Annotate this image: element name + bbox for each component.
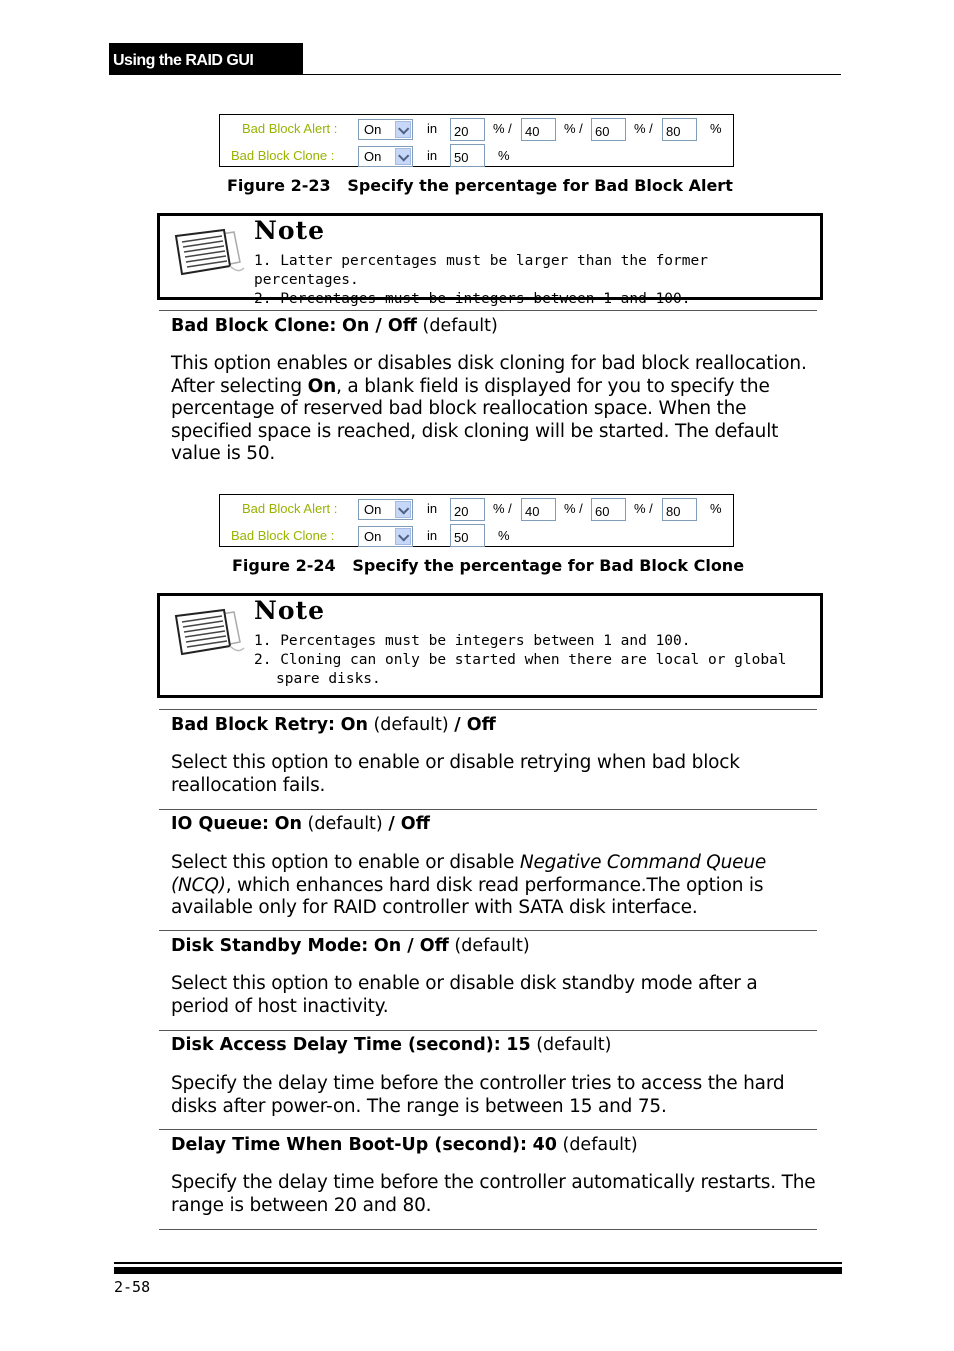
percent-separator: % /: [634, 121, 653, 136]
notepad-icon: [168, 224, 248, 284]
in-label: in: [427, 501, 438, 516]
section-divider: [159, 709, 817, 710]
option-heading-disk-access-delay: Disk Access Delay Time (second): 15 (default): [171, 1035, 612, 1055]
section-header-tab: Using the RAID GUI: [109, 43, 303, 75]
percent-label: %: [710, 121, 722, 136]
chevron-down-icon: [395, 121, 411, 138]
option-heading-io-queue: IO Queue: On (default) / Off: [171, 814, 430, 834]
option-description-disk-standby: Select this option to enable or disable disk standby mode after a period of host inactivity.: [171, 973, 758, 1017]
footer-rule-thin: [114, 1262, 842, 1264]
note-title: Note: [254, 596, 325, 625]
figure-caption-2-24: Figure 2-24 Specify the percentage for Bad Block Clone: [232, 556, 745, 575]
in-label: in: [427, 528, 438, 543]
bad-block-clone-label: Bad Block Clone :: [231, 148, 335, 163]
alert-threshold-1-input[interactable]: 20: [450, 498, 485, 521]
bad-block-alert-label: Bad Block Alert :: [242, 121, 338, 136]
bad-block-settings-panel-2: [219, 494, 734, 547]
clone-threshold-input[interactable]: 50: [450, 524, 485, 547]
page-number: 2-58: [114, 1278, 151, 1296]
chevron-down-icon: [395, 501, 411, 518]
option-description-disk-access-delay: Specify the delay time before the controller tries to access the hard disks after power-on. The range is between 15 and 75.: [171, 1073, 785, 1117]
option-description-bad-block-retry: Select this option to enable or disable retrying when bad block reallocation fails.: [171, 752, 740, 796]
bad-block-clone-select[interactable]: On: [358, 146, 413, 167]
note-box-1: [157, 213, 823, 307]
in-label: in: [427, 121, 438, 136]
chevron-down-icon: [395, 528, 411, 545]
bad-block-settings-panel-1: [219, 114, 734, 167]
option-description-bad-block-clone: This option enables or disables disk cloning for bad block reallocation. After selecting On, a blank field is displayed for you to specify the percentage of reserved bad block reallocation space. When the specified space is reached, disk cloning will be started. The default value is 50.: [171, 353, 807, 464]
percent-separator: % /: [564, 121, 583, 136]
option-heading-bad-block-retry: Bad Block Retry: On (default) / Off: [171, 715, 496, 735]
note-item: 1. Percentages must be integers between 1 and 100.: [254, 633, 691, 649]
note-title: Note: [254, 216, 325, 245]
in-label: in: [427, 148, 438, 163]
note-list: [254, 252, 820, 309]
percent-separator: % /: [634, 501, 653, 516]
note-item: 2. Cloning can only be started when there are local or global spare disks.: [254, 652, 787, 687]
percent-label: %: [710, 501, 722, 516]
section-divider: [159, 1229, 817, 1230]
percent-separator: % /: [564, 501, 583, 516]
bad-block-alert-select[interactable]: On: [358, 499, 413, 520]
percent-separator: % /: [493, 501, 512, 516]
alert-threshold-4-input[interactable]: 80: [662, 118, 697, 141]
option-heading-disk-standby: Disk Standby Mode: On / Off (default): [171, 936, 530, 956]
section-divider: [159, 310, 817, 311]
percent-separator: % /: [493, 121, 512, 136]
clone-threshold-input[interactable]: 50: [450, 144, 485, 167]
header-rule: [109, 74, 841, 75]
option-description-io-queue: Select this option to enable or disable Negative Command Queue (NCQ), which enhances hard disk read performance.The option is available only for RAID controller with SATA disk interface.: [171, 852, 767, 918]
note-list: [254, 632, 814, 689]
alert-threshold-1-input[interactable]: 20: [450, 118, 485, 141]
alert-threshold-2-input[interactable]: 40: [521, 498, 556, 521]
bad-block-clone-select[interactable]: On: [358, 526, 413, 547]
footer-rule-thick: [114, 1267, 842, 1274]
alert-threshold-2-input[interactable]: 40: [521, 118, 556, 141]
section-divider: [159, 1129, 817, 1130]
percent-label: %: [498, 528, 510, 543]
option-heading-boot-delay: Delay Time When Boot-Up (second): 40 (default): [171, 1135, 638, 1155]
section-divider: [159, 1030, 817, 1031]
bad-block-clone-label: Bad Block Clone :: [231, 528, 335, 543]
alert-threshold-3-input[interactable]: 60: [591, 118, 626, 141]
bad-block-alert-label: Bad Block Alert :: [242, 501, 338, 516]
note-box-2: [157, 593, 823, 698]
notepad-icon: [168, 604, 248, 664]
note-item: 1. Latter percentages must be larger than the former percentages.: [254, 253, 708, 288]
section-divider: [159, 809, 817, 810]
chevron-down-icon: [395, 148, 411, 165]
option-heading-bad-block-clone: Bad Block Clone: On / Off (default): [171, 316, 498, 336]
bad-block-alert-select[interactable]: On: [358, 119, 413, 140]
option-description-boot-delay: Specify the delay time before the controller automatically restarts. The range is between 20 and 80.: [171, 1172, 816, 1216]
section-divider: [159, 930, 817, 931]
note-item: 2. Percentages must be integers between 1 and 100.: [254, 291, 691, 307]
percent-label: %: [498, 148, 510, 163]
alert-threshold-4-input[interactable]: 80: [662, 498, 697, 521]
alert-threshold-3-input[interactable]: 60: [591, 498, 626, 521]
figure-caption-2-23: Figure 2-23 Specify the percentage for Bad Block Alert: [227, 176, 733, 195]
